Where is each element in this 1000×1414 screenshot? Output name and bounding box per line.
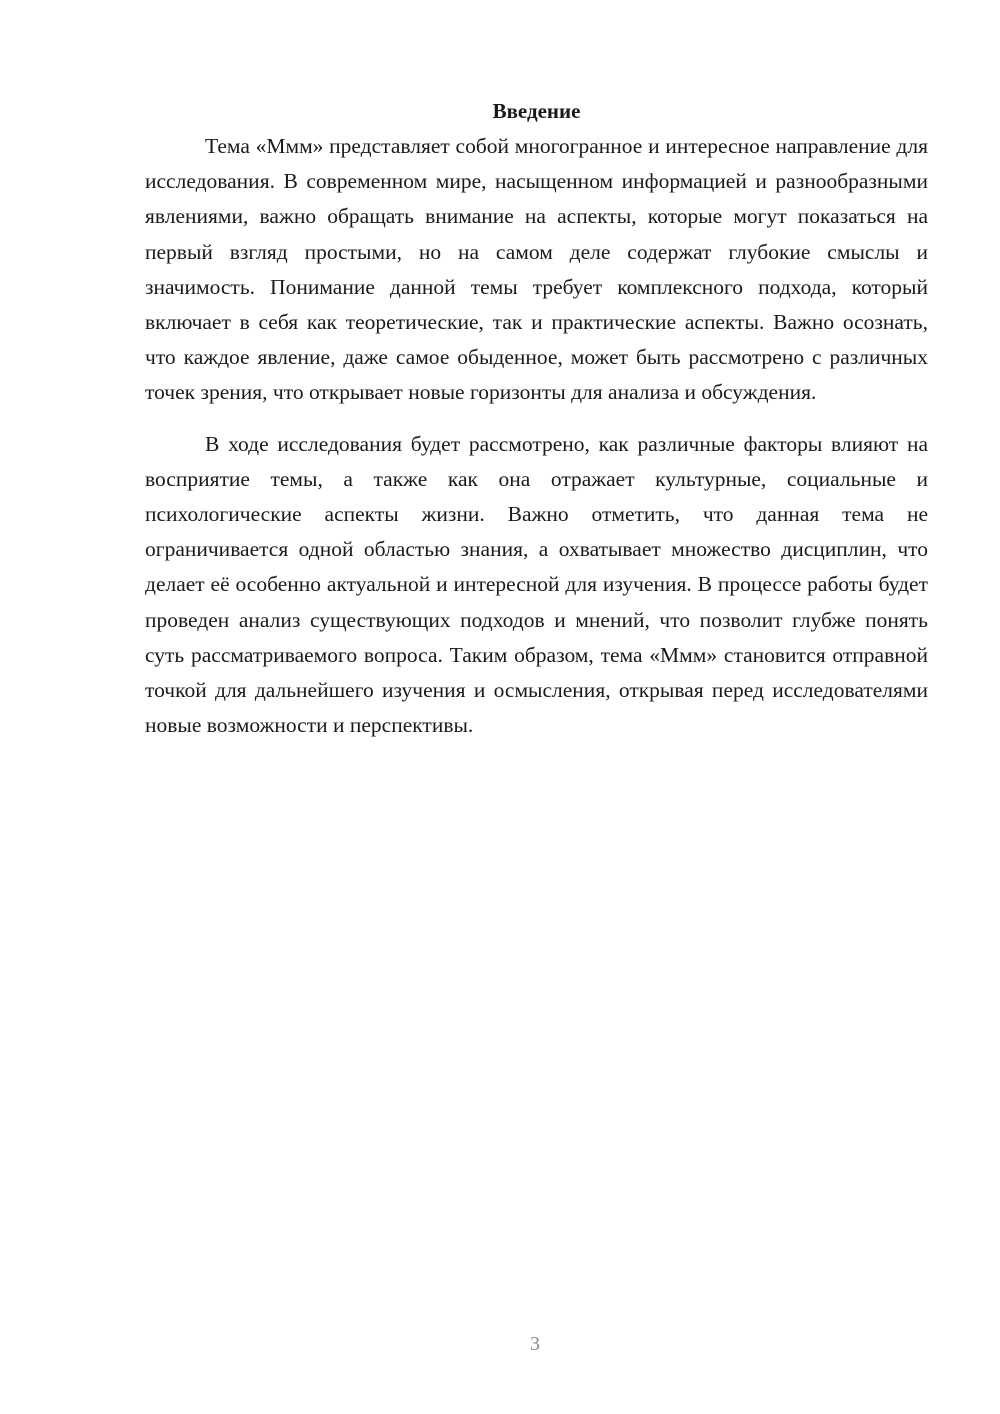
paragraph: Тема «Ммм» представляет собой многогранное и интересное направление для исследования. В современном мире, насыщенном информацией и разнообразными явлениями, важно обращать внимание на аспекты, которые могут показаться на первый взгляд простыми, но на самом деле содержат глубокие смыслы и значимость. Понимание данной темы требует комплексного подхода, который включает в себя как теоретические, так и практические аспекты. Важно осознать, что каждое явление, даже самое обыденное, может быть рассмотрено с различных точек зрения, что открывает новые горизонты для анализа и обсуждения. <box>145 134 928 405</box>
section-heading: Введение <box>492 99 581 123</box>
page-content <box>145 93 928 743</box>
page-number: 3 <box>530 1333 540 1355</box>
paragraph: В ходе исследования будет рассмотрено, как различные факторы влияют на восприятие темы, а также как она отражает культурные, социальные и психологические аспекты жизни. Важно отметить, что данная тема не ограничивается одной областью знания, а охватывает множество дисциплин, что делает её особенно актуальной и интересной для изучения. В процессе работы будет проведен анализ существующих подходов и мнений, что позволит глубже понять суть рассматриваемого вопроса. Таким образом, тема «Ммм» становится отправной точкой для дальнейшего изучения и осмысления, открывая перед исследователями новые возможности и перспективы. <box>145 431 928 738</box>
